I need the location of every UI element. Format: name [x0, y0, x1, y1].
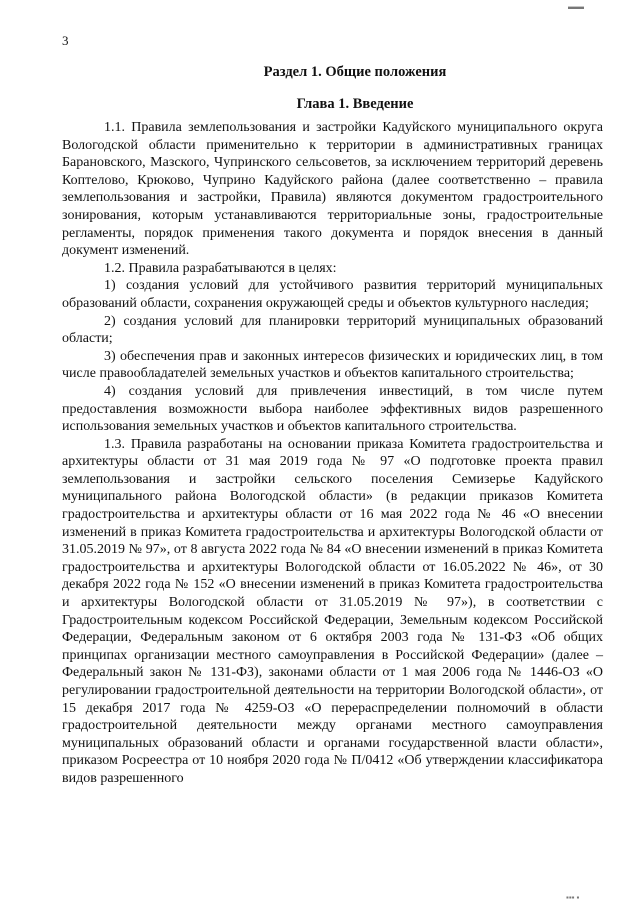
scan-artifact-top: ▬▬ [568, 2, 584, 11]
scan-artifact-bottom: ▪▪▪ ▪ [566, 893, 580, 902]
section-title: Раздел 1. Общие положения [263, 64, 447, 80]
document-body [62, 119, 603, 788]
paragraph-1-1: 1.1. Правила землепользования и застройки Кадуйского муниципального округа Вологодской области применительно к территории в административных границах Барановского, Мазского, Чупринского сельсоветов, за исключением территорий деревень Коптелово, Крюково, Чуприно Кадуйского района (далее соответственно – правила землепользования и застройки, Правила) являются документом градостроительного зонирования, которым устанавливаются территориальные зоны, градостроительные регламенты, порядок применения такого документа и порядок внесения в данный документ изменений. [62, 120, 603, 259]
list-item-2: 2) создания условий для планировки территорий муниципальных образований области; [62, 313, 603, 347]
paragraph-1-3: 1.3. Правила разработаны на основании приказа Комитета градостроительства и архитектуры области от 31 мая 2019 года № 97 «О подготовке проекта правил землепользования и застройки сельского поселения Семизерье Кадуйского муниципального района Вологодской области» (в редакции приказов Комитета градостроительства и архитектуры области от 16 мая 2022 года № 46 «О внесении изменений в приказ Комитета градостроительства и архитектуры Вологодской области от 31.05.2019 № 97», от 8 августа 2022 года № 84 «О внесении изменений в приказ Комитета градостроительства и архитектуры Вологодской области от 16.05.2022 № 46», от 30 декабря 2022 года № 152 «О внесении изменений в приказ Комитета градостроительства и архитектуры Вологодской области от 31.05.2019 № 97»), в соответствии с Градостроительным кодексом Российской Федерации, Земельным кодексом Российской Федерации, Федеральным законом от 6 октября 2003 года № 131-ФЗ «Об общих принципах организации местного самоуправления в Российской Федерации» (далее – Федеральный закон № 131-ФЗ), законами области от 1 мая 2006 года № 1446-ОЗ «О регулировании градостроительной деятельности на территории Вологодской области», от 15 декабря 2017 года № 4259-ОЗ «О перераспределении полномочий в области градостроительной деятельности между органами местного самоуправления муниципальных образований области и органами государственной власти области», приказом Росреестра от 10 ноября 2020 года № П/0412 «Об утверждении классификатора видов разрешенного [62, 436, 603, 786]
list-item-1: 1) создания условий для устойчивого развития территорий муниципальных образований области, сохранения окружающей среды и объектов культурного наследия; [62, 278, 603, 311]
list-item-3: 3) обеспечения прав и законных интересов физических и юридических лиц, в том числе правообладателей земельных участков и объектов капитального строительства; [62, 348, 603, 382]
chapter-title: Глава 1. Введение [296, 96, 414, 112]
list-item-4: 4) создания условий для привлечения инвестиций, в том числе путем предоставления возможности выбора наиболее эффективных видов разрешенного использования земельных участков и объектов капитального строительства. [62, 383, 603, 435]
paragraph-1-2: 1.2. Правила разрабатываются в целях: [104, 260, 337, 276]
page-number: 3 [62, 33, 69, 48]
